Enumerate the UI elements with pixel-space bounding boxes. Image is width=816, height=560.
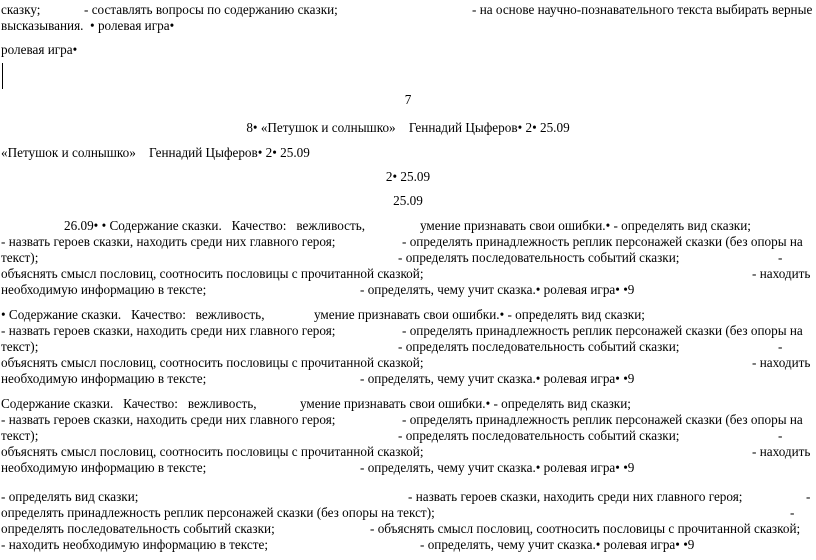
block1-line1-b: умение признавать свои ошибки.• - определять вид сказки; <box>420 218 751 233</box>
intro-line1-b: - составлять вопросы по содержанию сказки; <box>84 2 338 17</box>
block2-line1-b: умение признавать свои ошибки.• - определять вид сказки; <box>314 307 645 322</box>
text-cursor <box>2 63 3 89</box>
block1-line5-a: необходимую информацию в тексте; <box>1 282 207 297</box>
intro-line1-c: - на основе научно-познавательного текста выбирать верные <box>472 2 813 17</box>
block3-line5-a: необходимую информацию в тексте; <box>1 460 207 475</box>
block1-line2-a: - назвать героев сказки, находить среди них главного героя; <box>1 234 336 249</box>
block4-line4-a: - находить необходимую информацию в тексте; <box>1 537 268 552</box>
block2-line4-a: объяснять смысл пословиц, соотносить пословицы с прочитанной сказкой; <box>1 355 424 370</box>
block1-line3-a: текст); <box>1 250 39 265</box>
block4-line2-b: - <box>790 505 795 520</box>
block2-line2-b: - определять принадлежность реплик персонажей сказки (без опоры на <box>402 323 803 338</box>
block1-line5-b: - определять, чему учит сказка.• ролевая игра• •9 <box>360 282 635 297</box>
block3-line1-a: Содержание сказки. Качество: вежливость, <box>1 396 257 411</box>
block4-line3-b: - объяснять смысл пословиц, соотносить пословицы с прочитанной сказкой; <box>370 521 801 536</box>
block2-line5-b: - определять, чему учит сказка.• ролевая игра• •9 <box>360 371 635 386</box>
page-number: 7 <box>404 92 412 107</box>
block4-line1-a: - определять вид сказки; <box>1 489 139 504</box>
block3-line4-a: объяснять смысл пословиц, соотносить пословицы с прочитанной сказкой; <box>1 444 424 459</box>
block1-line3-b: - определять последовательность событий сказки; <box>398 250 680 265</box>
block4-line4-b: - определять, чему учит сказка.• ролевая игра• •9 <box>420 537 695 552</box>
lesson-title-left: «Петушок и солнышко» Геннадий Цыферов• 2• 25.09 <box>1 145 310 160</box>
block4-line1-c: - <box>806 489 811 504</box>
block3-line3-a: текст); <box>1 428 39 443</box>
block2-line3-b: - определять последовательность событий сказки; <box>398 339 680 354</box>
block4-line1-b: - назвать героев сказки, находить среди них главного героя; <box>408 489 743 504</box>
block3-line3-c: - <box>778 428 783 443</box>
block2-line3-c: - <box>778 339 783 354</box>
block2-line5-a: необходимую информацию в тексте; <box>1 371 207 386</box>
block1-line4-a: объяснять смысл пословиц, соотносить пословицы с прочитанной сказкой; <box>1 266 424 281</box>
block3-line1-b: умение признавать свои ошибки.• - определять вид сказки; <box>300 396 631 411</box>
block2-line2-a: - назвать героев сказки, находить среди них главного героя; <box>1 323 336 338</box>
block1-line2-b: - определять принадлежность реплик персонажей сказки (без опоры на <box>402 234 803 249</box>
block1-line3-c: - <box>778 250 783 265</box>
block2-line3-a: текст); <box>1 339 39 354</box>
block3-line4-b: - находить <box>752 444 811 459</box>
block2-line4-b: - находить <box>752 355 811 370</box>
block4-line2-a: определять принадлежность реплик персонажей сказки (без опоры на текст); <box>1 505 435 520</box>
lesson-date: 25.09 <box>393 193 423 208</box>
intro-line2: высказывания. • ролевая игра• <box>1 18 175 33</box>
block2-line1-a: • Содержание сказки. Качество: вежливость, <box>1 307 265 322</box>
block1-line1-a: 26.09• • Содержание сказки. Качество: вежливость, <box>64 218 366 233</box>
lesson-hours-date: 2• 25.09 <box>385 169 431 184</box>
block1-line4-b: - находить <box>752 266 811 281</box>
block3-line2-a: - назвать героев сказки, находить среди них главного героя; <box>1 412 336 427</box>
block3-line5-b: - определять, чему учит сказка.• ролевая игра• •9 <box>360 460 635 475</box>
intro-line1-a: сказку; <box>1 2 41 17</box>
intro-line3: ролевая игра• <box>1 42 78 57</box>
lesson-title-centered: 8• «Петушок и солнышко» Геннадий Цыферов• 2• 25.09 <box>246 120 570 135</box>
block3-line3-b: - определять последовательность событий сказки; <box>398 428 680 443</box>
block4-line3-a: определять последовательность событий сказки; <box>1 521 275 536</box>
block3-line2-b: - определять принадлежность реплик персонажей сказки (без опоры на <box>402 412 803 427</box>
